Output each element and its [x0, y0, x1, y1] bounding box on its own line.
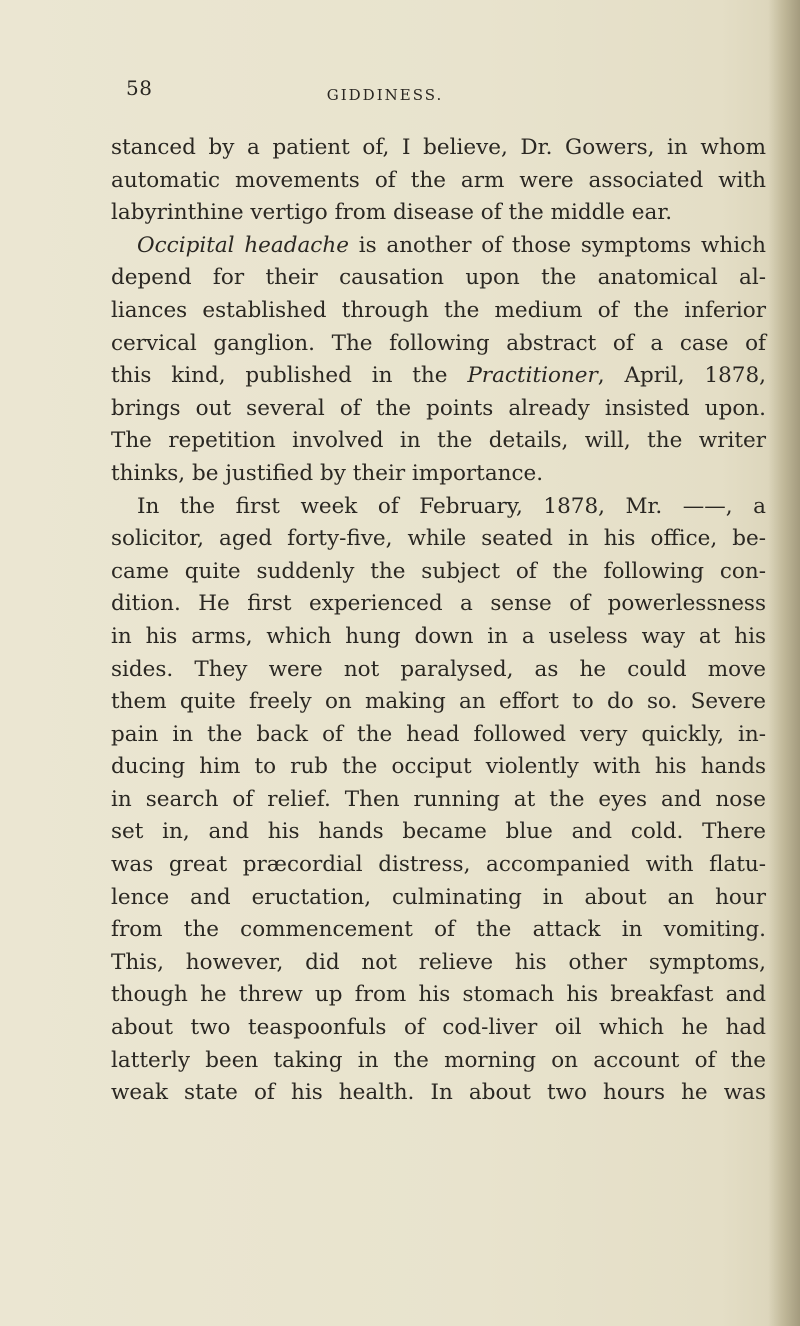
- text-line: [111, 1045, 766, 1078]
- text-segment: In the first week of February, 1878, Mr. ——, a: [137, 493, 766, 519]
- text-line: [111, 849, 766, 882]
- text-segment: in his arms, which hung down in a useless way at his: [111, 623, 766, 649]
- text-line: [111, 1012, 766, 1045]
- text-segment: this kind, published in the: [111, 363, 468, 389]
- text-line: [111, 914, 766, 947]
- text-line: [111, 621, 766, 654]
- text-segment: liances established through the medium of the inferior: [111, 297, 766, 323]
- text-segment: depend for their causation upon the anatomical al-: [111, 265, 766, 291]
- text-segment: about two teaspoonfuls of cod-liver oil which he had: [111, 1015, 766, 1041]
- text-line: [111, 262, 766, 295]
- text-line: [111, 719, 766, 752]
- text-line: [111, 523, 766, 556]
- text-line: [111, 425, 766, 458]
- text-line: [111, 165, 766, 198]
- text-segment: pain in the back of the head followed very quickly, in-: [111, 721, 766, 747]
- text-segment: was great præcordial distress, accompanied with flatu-: [111, 852, 766, 878]
- text-segment: dition. He first experienced a sense of powerlessness: [111, 591, 766, 617]
- text-segment: brings out several of the points already insisted upon.: [111, 395, 766, 421]
- text-line: [111, 491, 766, 524]
- text-segment: weak state of his health. In about two hours he was: [111, 1080, 766, 1106]
- text-segment: The repetition involved in the details, will, the writer: [111, 428, 766, 454]
- text-line: [111, 882, 766, 915]
- text-line: [111, 458, 766, 491]
- page-number: 58: [126, 76, 153, 100]
- italic-text: Practitioner: [467, 363, 598, 389]
- text-segment: stanced by a patient of, I believe, Dr. Gowers, in whom: [111, 135, 766, 160]
- text-segment: is another of those symptoms which: [348, 232, 766, 258]
- text-segment: cervical ganglion. The following abstract of a case of: [111, 330, 766, 356]
- text-segment: thinks, be justified by their importance.: [111, 460, 544, 486]
- text-line: [111, 751, 766, 784]
- text-line: [111, 230, 766, 263]
- text-line: [111, 132, 766, 165]
- page-edge-shadow: [768, 0, 800, 1326]
- running-head: GIDDINESS.: [326, 86, 444, 104]
- text-segment: them quite freely on making an effort to do so. Severe: [111, 689, 766, 715]
- text-segment: solicitor, aged forty-five, while seated in his office, be-: [111, 526, 766, 552]
- text-line: [111, 947, 766, 980]
- text-line: [111, 654, 766, 687]
- text-segment: in search of relief. Then running at the eyes and nose: [111, 786, 766, 812]
- text-segment: labyrinthine vertigo from disease of the middle ear.: [111, 200, 673, 226]
- text-segment: sides. They were not paralysed, as he could move: [111, 656, 766, 682]
- text-line: [111, 556, 766, 589]
- text-segment: , April, 1878,: [597, 363, 766, 389]
- text-line: [111, 328, 766, 361]
- text-segment: ducing him to rub the occiput violently with his hands: [111, 754, 766, 780]
- text-segment: latterly been taking in the morning on account of the: [111, 1047, 766, 1073]
- text-line: [111, 686, 766, 719]
- text-segment: though he threw up from his stomach his breakfast and: [111, 982, 766, 1008]
- text-line: [111, 784, 766, 817]
- body-text: [111, 132, 766, 1110]
- text-segment: This, however, did not relieve his other symptoms,: [111, 949, 766, 975]
- text-line: [111, 295, 766, 328]
- text-line: [111, 1077, 766, 1110]
- text-line: [111, 979, 766, 1012]
- text-segment: lence and eructation, culminating in about an hour: [111, 884, 766, 910]
- text-line: [111, 393, 766, 426]
- text-segment: from the commencement of the attack in vomiting.: [111, 917, 766, 943]
- italic-text: Occipital headache: [137, 232, 349, 258]
- text-line: [111, 360, 766, 393]
- text-line: [111, 588, 766, 621]
- text-segment: set in, and his hands became blue and cold. There: [111, 819, 766, 845]
- text-line: [111, 197, 766, 230]
- text-segment: automatic movements of the arm were associated with: [111, 167, 766, 193]
- text-segment: came quite suddenly the subject of the following con-: [111, 558, 766, 584]
- text-line: [111, 816, 766, 849]
